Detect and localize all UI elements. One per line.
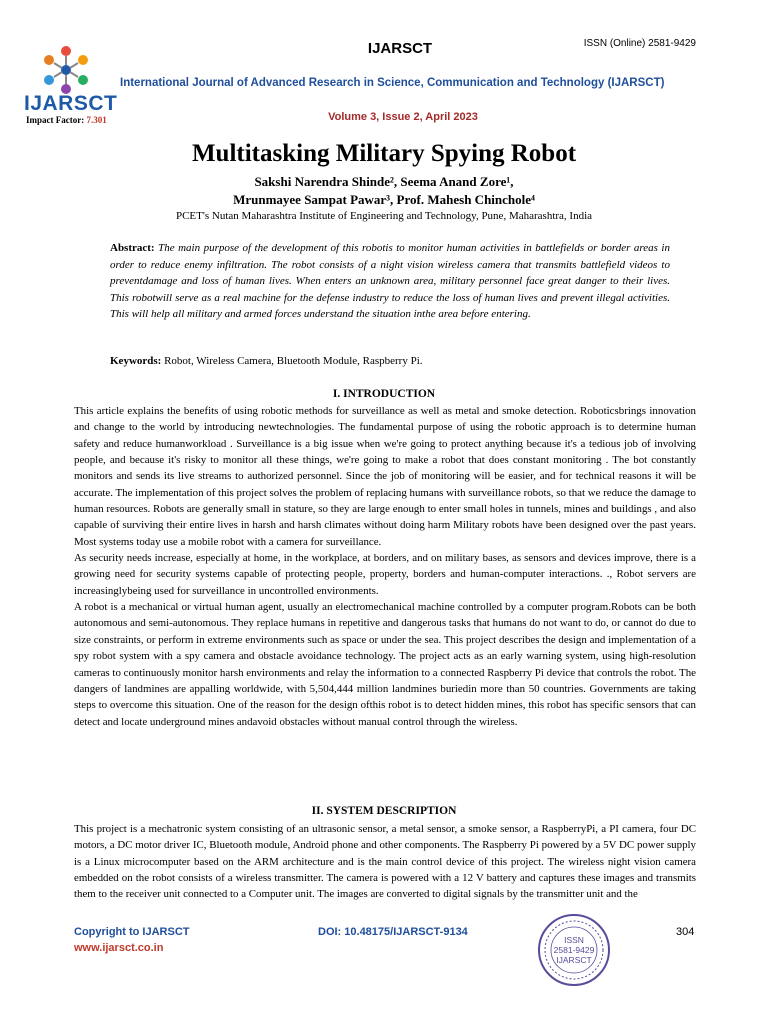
authors-line-2: Mrunmayee Sampat Pawar³, Prof. Mahesh Chinchole⁴ [233,192,535,207]
seal-text-journal: IJARSCT [556,955,592,965]
abstract-text: The main purpose of the development of this robotis to monitor human activities in battlefields or border areas in order to reduce enemy infiltration. The robot consists of a night vision wireless camera that transmits battlefield videos to preventdamage and loss of human lives. When enters an unknown area, military personnel face great danger to their lives. This robotwill serve as a real machine for the defense industry to reduce the loss of human lives and prevent illegal activities. This will help all military and armed forces understand the situation inthe area before entering. [110,242,670,320]
intro-paragraph-1: This article explains the benefits of using robotic methods for surveillance as well as metal and smoke detection. Roboticsbrings innovation and change to the world by introducing newtechnologies. The fundamental purpose of using the robotic approach is to determine human safety and reduce humanworkload . Surveillance is a big issue when we're going to protect anything because it's a tedious job of involving people, and because it's risky to monitor all these things, we're going to make a robot that does constant monitoring . The bot constantly monitors and sends its live streams to authorized personnel. Since the job of monitoring will be easier, and for technical reasons it will be accurate. The implementation of this project solves the problem of replacing humans with surveillance robots, so that we reduce the damage to human resources. Robots are generally small in stature, so they are large enough to enter small holes in tunnels, mines and buildings , and also capable of surviving their entire lives in harsh and harsh climates without doing harm Military robots have been designed over the past years. Most systems today use a mobile robot with a camera for surveillance. [74,405,696,548]
abstract [110,240,670,323]
page-number: 304 [676,926,695,938]
keywords [110,355,670,367]
introduction-body [74,403,696,730]
paper-title: Multitasking Military Spying Robot [191,140,577,167]
system-description-body [74,821,696,903]
impact-factor: Impact Factor: 7.301 [26,115,107,125]
affiliation: PCET's Nutan Maharashtra Institute of Engineering and Technology, Pune, Maharashtra, India [175,210,593,222]
footer-copyright: Copyright to IJARSCT [74,926,190,938]
logo-text: IJARSCT [24,92,118,115]
journal-abbr: IJARSCT [367,40,433,57]
abstract-label: Abstract: [110,242,155,254]
journal-full-name: International Journal of Advanced Research in Science, Communication and Technology (IJARSCT) [120,77,665,89]
intro-paragraph-3: A robot is a mechanical or virtual human agent, usually an electromechanical machine controlled by a computer program.Robots can be both autonomous and semi-autonomous. They replace humans in repetitive and dangerous tasks that humans do not want to do, or cannot do due to size constraints, or perform in extreme environments such as space or under the sea. This project describes the design and implementation of a spy robot system with a spy camera and obstacle avoidance technology. The project acts as an early warning system, using high-resolution cameras to continuously monitor harsh environments and relay the information to a connected Raspberry Pi device that controls the robot. The dangers of landmines are appalling worldwide, with 5,504,444 million landmines buriedin more than 50 countries. Governments are taking steps to overcome this situation. One of the reason for the design ofthis robot is to detect hidden mines, this robot has specific sensors that can detect and locate underground mines andavoid obstacles without manual control through the wireless. [74,601,696,728]
seal-text-number: 2581-9429 [553,945,595,955]
seal-text-issn: ISSN [564,935,584,945]
intro-paragraph-2: As security needs increase, especially at home, in the workplace, at borders, and on military bases, as sensors and devices improve, there is a growing need for security systems capable of protecting people, property, borders and human-computer interactions. ., Robot servers are increasinglybeing used for surveillance in uncontrolled environments. [74,552,696,597]
sys-paragraph-1: This project is a mechatronic system consisting of an ultrasonic sensor, a metal sensor, a smoke sensor, a RaspberryPi, a PI camera, four DC motors, a DC motor driver IC, Bluetooth module, Android phone and other components. The Raspberry Pi powered by a 5V DC power supply is a Linux microcomputer based on the ARM architecture and is the main control device of this project. The wireless night vision camera embedded on the robot consists of a wireless transmitter. The camera is powered with a 12 V battery and captures these images and transmits them to the receiver unit connected to a Computer unit. The images are converted to digital signals by the transmitter unit and the [74,823,696,901]
authors-line-1: Sakshi Narendra Shinde², Seema Anand Zore¹, [254,174,514,189]
keywords-text: Robot, Wireless Camera, Bluetooth Module, Raspberry Pi. [161,355,423,367]
volume-issue: Volume 3, Issue 2, April 2023 [328,111,478,123]
footer-doi: DOI: 10.48175/IJARSCT-9134 [318,926,468,938]
section-title-introduction: I. INTRODUCTION [332,388,436,400]
footer-website-link[interactable]: www.ijarsct.co.in [74,942,164,954]
section-title-system-description: II. SYSTEM DESCRIPTION [311,805,457,817]
issn-label: ISSN (Online) 2581-9429 [583,38,696,49]
keywords-label: Keywords: [110,355,162,367]
